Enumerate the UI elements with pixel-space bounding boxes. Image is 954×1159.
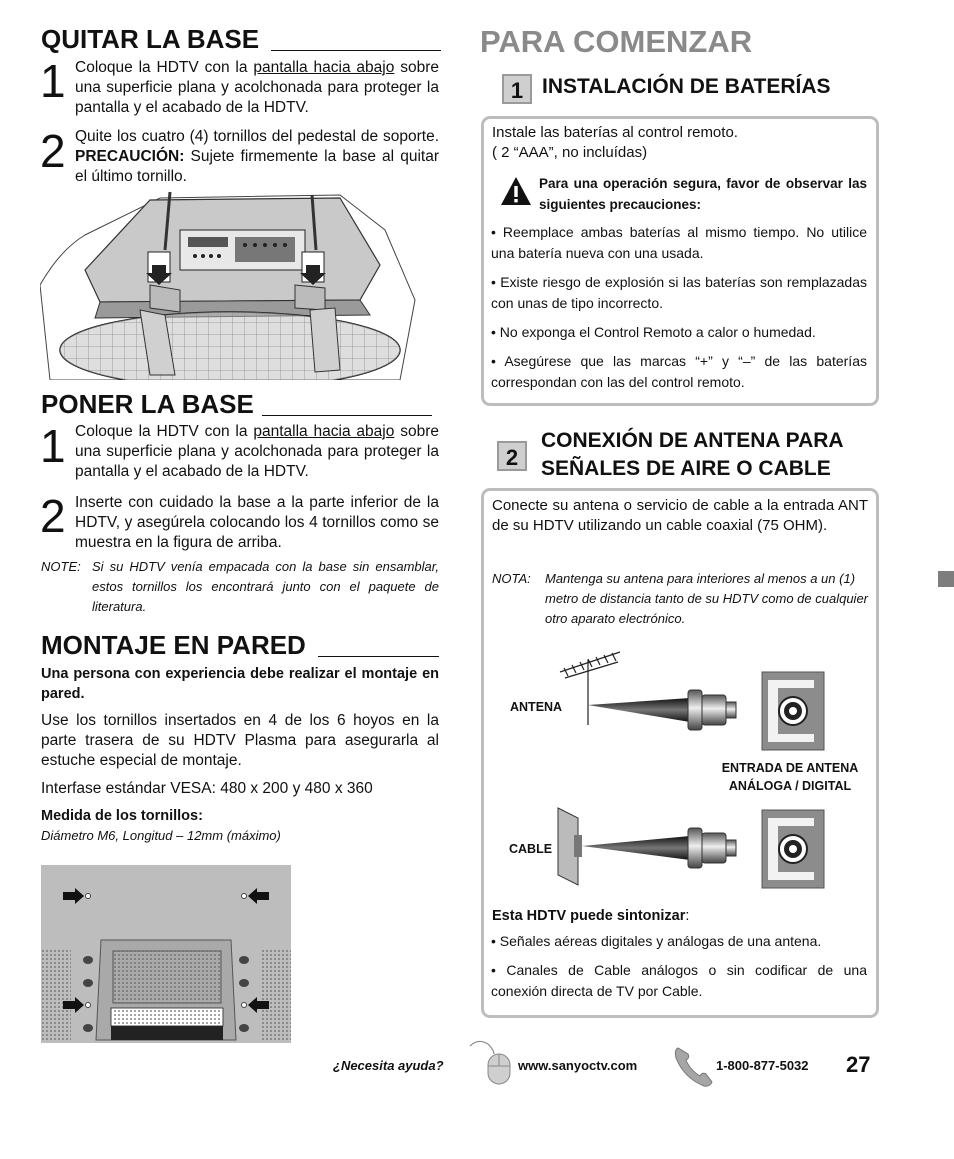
vesa-interface: Interfase estándar VESA: 480 x 200 y 480 x 360 [41, 780, 373, 797]
tune-heading: Esta HDTV puede sintonizar: [492, 908, 690, 924]
quitar-step1: Coloque la HDTV con la pantalla hacia abajo sobre una superficie plana y acolchonada para proteger la pantalla y el acabado de la HDTV. [75, 59, 439, 116]
underlined-phrase: pantalla hacia abajo [253, 59, 395, 76]
step-number: 1 [40, 55, 66, 107]
poner-step1: Coloque la HDTV con la pantalla hacia abajo sobre una superficie plana y acolchonada para proteger la pantalla y el acabado de la HDTV. [75, 423, 439, 480]
list-item: • Reemplace ambas baterías al mismo tiempo. No utilice una batería nueva con una usada. [491, 224, 867, 261]
underlined-phrase: pantalla hacia abajo [253, 423, 395, 440]
batteries-note: ( 2 “AAA”, no incluídas) [492, 144, 648, 161]
screw-size-label: Medida de los tornillos: [41, 808, 203, 824]
website-link[interactable]: www.sanyoctv.com [518, 1058, 638, 1073]
montaje-warning: Una persona con experiencia debe realizar el montaje en pared. [41, 666, 439, 702]
page-number: 27 [846, 1052, 871, 1077]
input-label-line1: ENTRADA DE ANTENA [721, 761, 859, 775]
batteries-intro: Instale las baterías al control remoto. [492, 124, 738, 141]
phone-number: 1-800-877-5032 [716, 1058, 809, 1073]
list-item: • Señales aéreas digitales y análogas de una antena. [491, 933, 822, 949]
tv-back-illustration [41, 865, 291, 1043]
badge-text: 2 [505, 445, 519, 470]
mouse-icon [468, 1038, 516, 1088]
title-rule [271, 50, 441, 51]
page-title: PARA COMENZAR [480, 24, 753, 59]
montaje-title: MONTAJE EN PARED [41, 630, 306, 660]
step-badge-2 [497, 441, 527, 471]
poner-note: Si su HDTV venía empacada con la base sin ensamblar, estos tornillos los encontrará junto con el paquete de literatura. [92, 559, 439, 614]
screw-size: Diámetro M6, Longitud – 12mm (máximo) [41, 828, 281, 843]
antenna-label: ANTENA [510, 700, 563, 714]
phone-icon [674, 1044, 714, 1088]
poner-title: PONER LA BASE [41, 389, 254, 419]
poner-step2: Inserte con cuidado la base a la parte inferior de la HDTV, y asegúrela colocando los 4 tornillos como se muestra en la figura de arriba. [75, 494, 439, 551]
antenna-note: Mantenga su antena para interiores al menos a un (1) metro de distancia tanto de su HDTV como de cualquier otro aparato electrónico. [545, 571, 869, 626]
list-item: • Canales de Cable análogos o sin codificar de una conexión directa de TV por Cable. [491, 962, 867, 999]
antenna-intro: Conecte su antena o servicio de cable a la entrada ANT de su HDTV utilizando un cable coaxial (75 OHM). [492, 497, 868, 534]
title-rule [262, 415, 432, 416]
step-number: 1 [40, 420, 66, 472]
warning-icon [500, 176, 532, 206]
input-label-line2: ANÁLOGA / DIGITAL [728, 779, 852, 793]
warning-text: Para una operación segura, favor de observar las siguientes precauciones: [539, 176, 867, 212]
step-number: 2 [40, 125, 66, 177]
quitar-title: QUITAR LA BASE [41, 24, 260, 54]
sec2-title-line1: CONEXIÓN DE ANTENA PARA [541, 429, 844, 452]
badge-text: 1 [510, 78, 524, 103]
step-number: 2 [40, 490, 66, 542]
list-item: • Asegúrese que las marcas “+” y “–” de las baterías correspondan con las del control remoto. [491, 353, 867, 390]
section-tab-marker [938, 571, 954, 587]
list-item: • No exponga el Control Remoto a calor o humedad. [491, 324, 816, 340]
help-text: ¿Necesita ayuda? [333, 1058, 444, 1073]
step-badge-1 [502, 74, 532, 104]
sec2-title-line2: SEÑALES DE AIRE O CABLE [541, 457, 831, 480]
sec1-title: INSTALACIÓN DE BATERÍAS [542, 75, 831, 98]
list-item: • Existe riesgo de explosión si las baterías son remplazadas con unas de tipo incorrecto. [491, 274, 867, 311]
antenna-note-label: NOTA: [492, 571, 531, 586]
quitar-step2: Quite los cuatro (4) tornillos del pedestal de soporte. PRECAUCIÓN: Sujete firmemente la base al quitar el último tornillo. [75, 128, 439, 185]
montaje-paragraph: Use los tornillos insertados en 4 de los 6 hoyos en la parte trasera de su HDTV Plasma para asegurarla al estuche especial de montaje. [41, 712, 439, 769]
title-rule [318, 656, 439, 657]
tv-base-illustration [40, 190, 420, 380]
poner-note-label: NOTE: [41, 559, 81, 574]
cable-label: CABLE [509, 842, 553, 856]
